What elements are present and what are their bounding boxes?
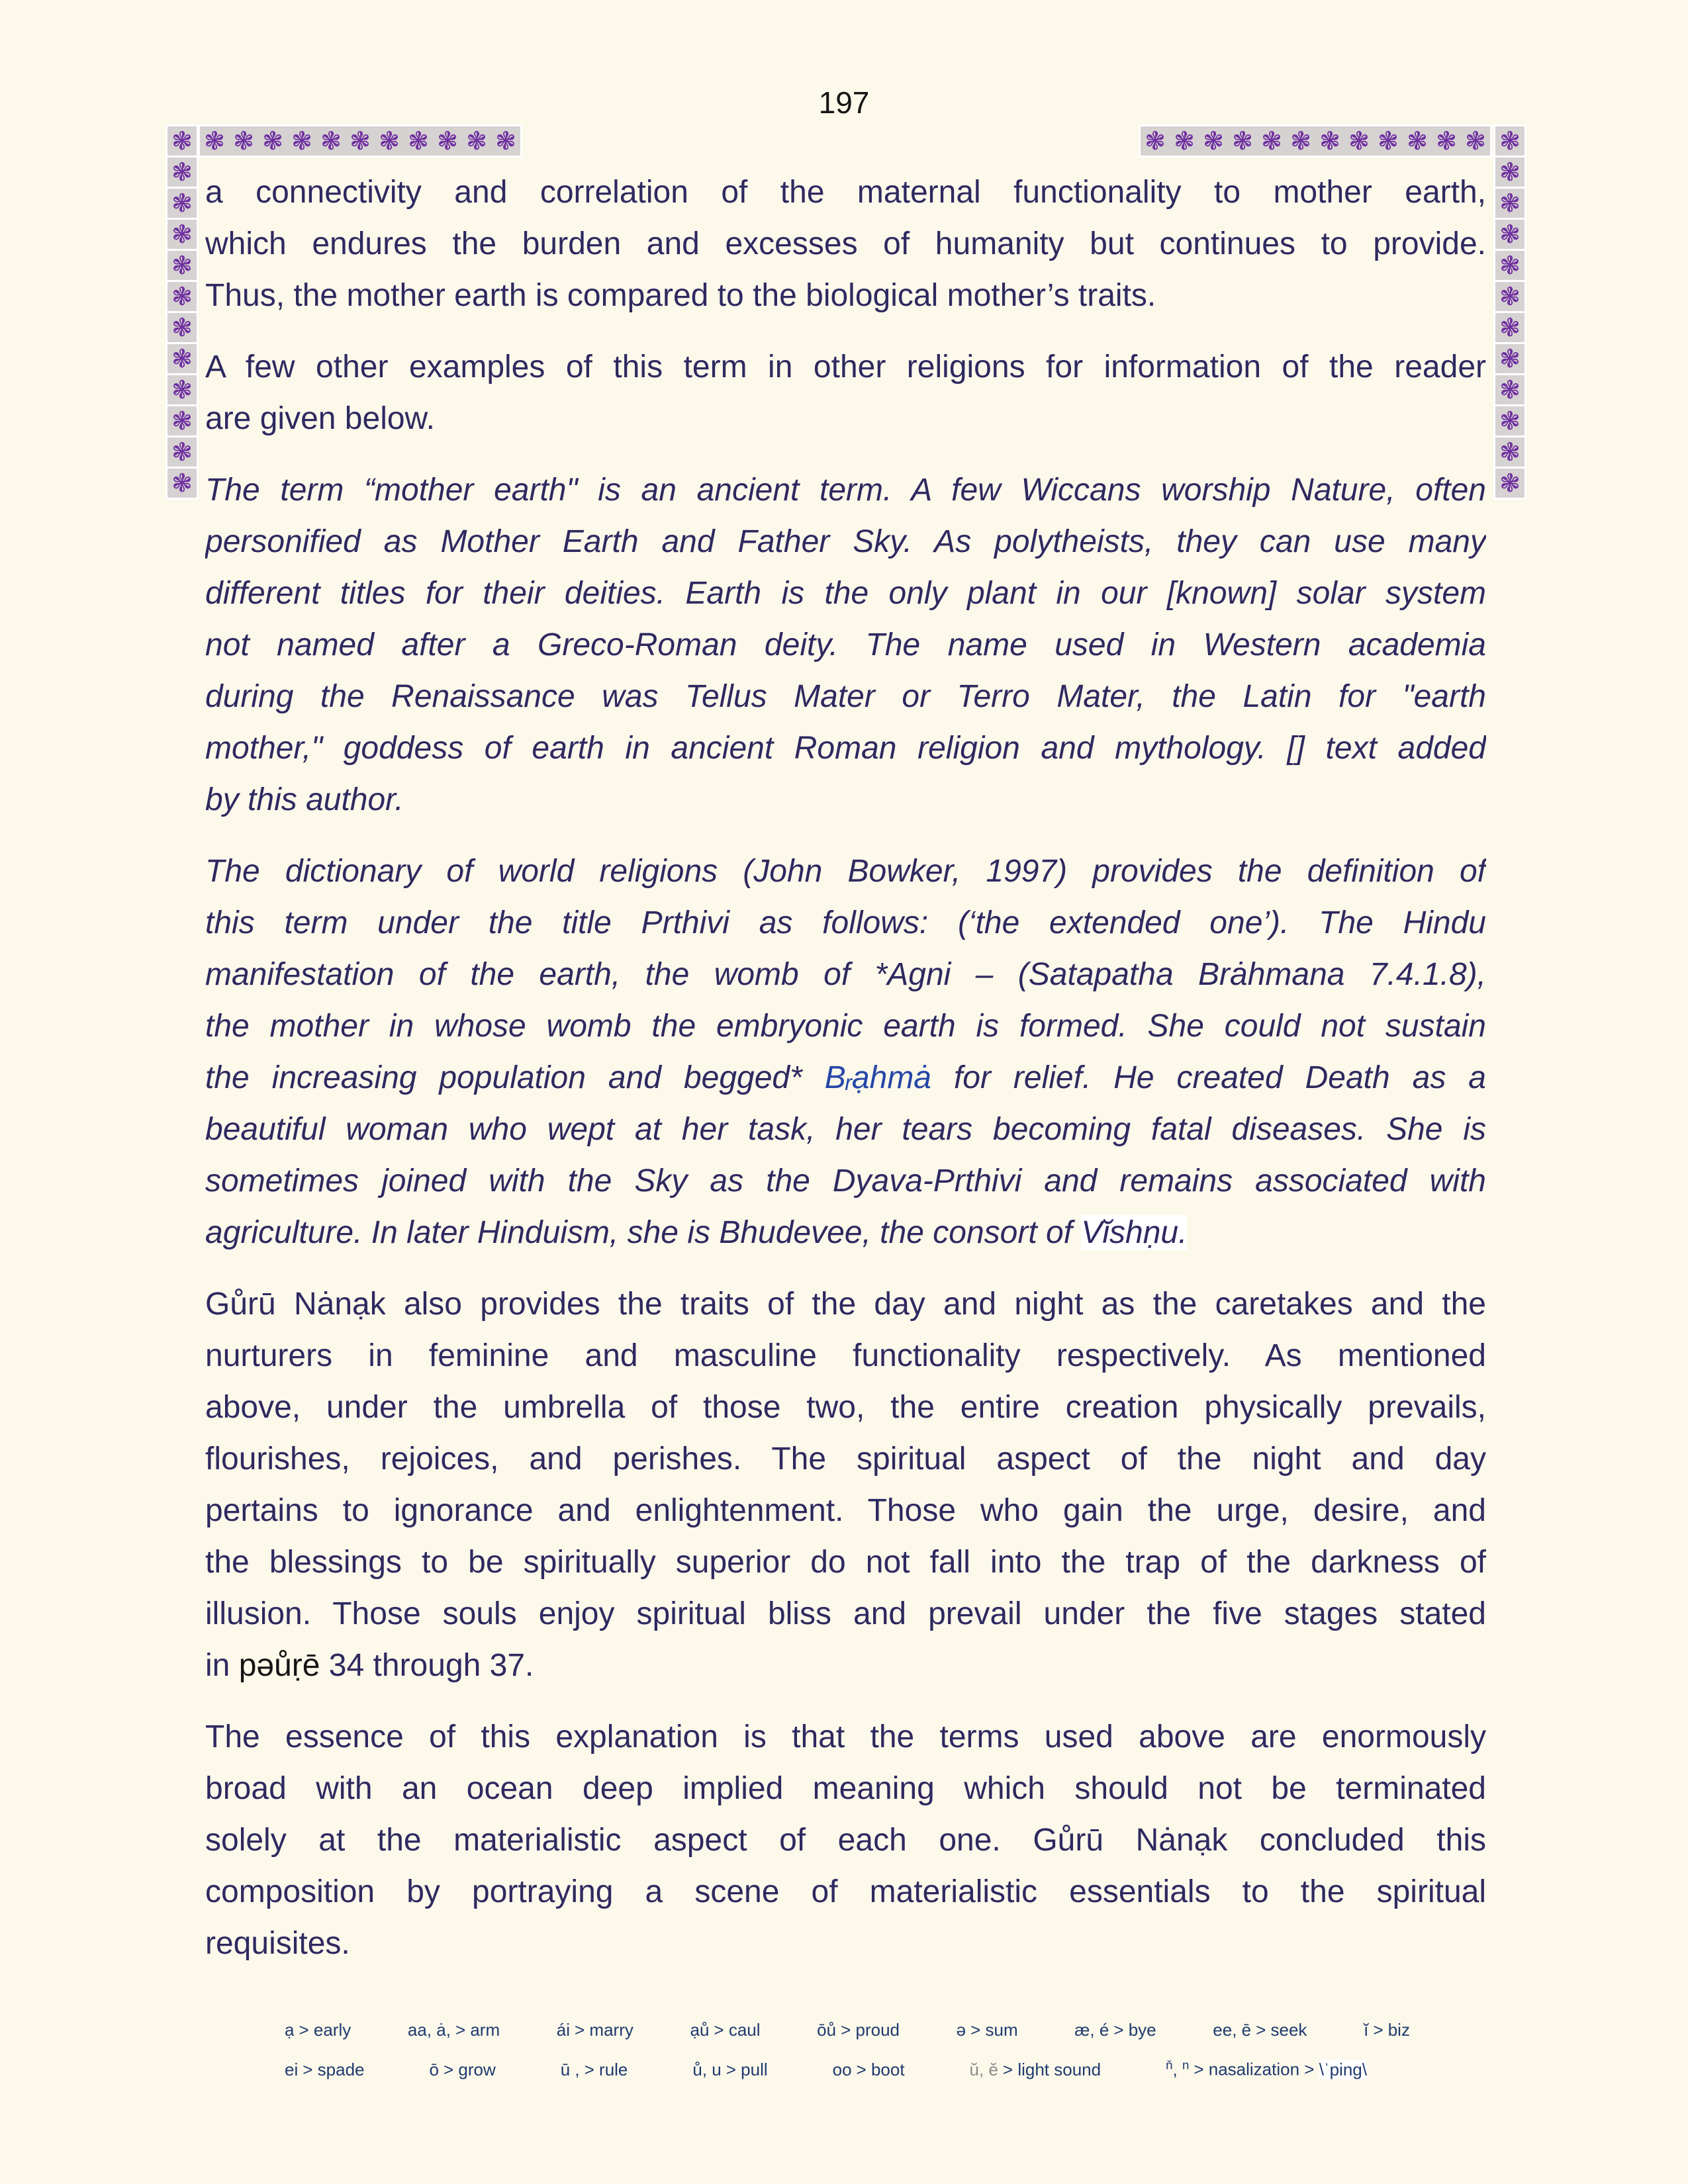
flower-icon: ❃ <box>1374 126 1403 156</box>
flower-icon: ❃ <box>1495 375 1524 404</box>
guide-symbol: ei <box>285 2059 299 2079</box>
text-line: which endures the burden and excesses of humanity but continues to provide. <box>205 226 1486 261</box>
flower-icon: ❃ <box>1495 251 1524 280</box>
paragraph <box>205 1711 1486 1970</box>
pronunciation-guide-row-2 <box>285 2058 1367 2095</box>
guide-definition: > rule <box>584 2059 628 2079</box>
guide-definition: > grow <box>443 2059 496 2079</box>
paragraph <box>205 1279 1486 1692</box>
text-line: Thus, the mother earth is compared to the biological mother’s traits. <box>205 278 1156 313</box>
text-line: illusion. Those souls enjoy spiritual bliss and prevail under the five stages stated <box>205 1596 1486 1631</box>
guide-definition: > nasalization > \ˈping\ <box>1194 2059 1367 2079</box>
flower-icon: ❃ <box>462 126 491 156</box>
text-line: A few other examples of this term in other religions for information of the reader <box>205 349 1486 385</box>
flower-icon: ❃ <box>433 126 462 156</box>
paragraph <box>205 341 1486 445</box>
guide-item <box>285 2020 351 2040</box>
pronunciation-guide <box>285 2020 1410 2095</box>
highlighted-term: Vĭshṇu. <box>1081 1215 1188 1250</box>
flower-icon: ❃ <box>1495 158 1524 187</box>
text-line: a connectivity and correlation of the maternal functionality to mother earth, <box>205 175 1486 210</box>
text-line: mother," goddess of earth in ancient Roman religion and mythology. [] text added <box>205 731 1486 766</box>
guide-item <box>692 2060 767 2080</box>
text-line: the increasing population and begged* Bᵣạhmȧ for relief. He created Death as a <box>205 1060 1486 1095</box>
guide-symbol: $^ň$, $^n$ <box>1166 2058 1190 2079</box>
flower-icon: ❃ <box>167 251 197 280</box>
flower-icon: ❃ <box>167 282 197 311</box>
text-line: not named after a Greco-Roman deity. The name used in Western academia <box>205 627 1486 662</box>
highlighted-term: pəůṛē <box>238 1648 320 1683</box>
flower-icon: ❃ <box>1170 126 1199 156</box>
flower-icon: ❃ <box>167 469 197 498</box>
text-line: are given below. <box>205 401 435 436</box>
highlighted-term: Bᵣạhmȧ <box>824 1060 931 1095</box>
guide-symbol: ō <box>429 2059 439 2079</box>
guide-item <box>1213 2020 1307 2040</box>
body-text <box>205 167 1486 1989</box>
guide-symbol: ạ <box>285 2020 295 2040</box>
flower-icon: ❃ <box>1141 126 1170 156</box>
guide-item <box>1166 2058 1367 2080</box>
text-line: during the Renaissance was Tellus Mater or Terro Mater, the Latin for "earth <box>205 679 1486 714</box>
guide-item <box>408 2020 500 2040</box>
flower-icon: ❃ <box>167 437 197 467</box>
flower-icon: ❃ <box>1199 126 1228 156</box>
paragraph <box>205 846 1486 1259</box>
text-line: different titles for their deities. Earth is the only plant in our [known] solar system <box>205 576 1486 611</box>
guide-item <box>690 2020 761 2040</box>
guide-definition: > seek <box>1256 2020 1307 2040</box>
flower-column <box>1495 126 1524 498</box>
guide-symbol: ŭ, ĕ <box>969 2059 998 2079</box>
flower-icon: ❃ <box>1495 220 1524 249</box>
guide-definition: > marry <box>575 2020 633 2040</box>
guide-definition: > bye <box>1113 2020 1156 2040</box>
flower-icon: ❃ <box>167 344 197 373</box>
text-line: the blessings to be spiritually superior do not fall into the trap of the darkness of <box>205 1545 1486 1580</box>
guide-symbol: ee, ē <box>1213 2020 1252 2040</box>
guide-definition: > sum <box>970 2020 1018 2040</box>
text-line: agriculture. In later Hinduism, she is Bhudevee, the consort of Vĭshṇu. <box>205 1215 1188 1250</box>
flower-icon: ❃ <box>258 126 287 156</box>
flower-icon: ❃ <box>167 313 197 342</box>
flower-icon: ❃ <box>167 189 197 218</box>
text-line: composition by portraying a scene of materialistic essentials to the spiritual <box>205 1874 1486 1909</box>
guide-symbol: ů, u <box>692 2059 722 2079</box>
text-line: the mother in whose womb the embryonic earth is formed. She could not sustain <box>205 1009 1486 1044</box>
text-line: The term “mother earth" is an ancient term. A few Wiccans worship Nature, often <box>205 473 1486 508</box>
text-line: sometimes joined with the Sky as the Dyava-Prthivi and remains associated with <box>205 1163 1486 1199</box>
flower-icon: ❃ <box>200 126 229 156</box>
text-line: requisites. <box>205 1926 350 1961</box>
flower-icon: ❃ <box>167 126 197 156</box>
flower-row <box>200 126 520 156</box>
guide-symbol: aa, ȧ, <box>407 2020 451 2040</box>
guide-symbol: ə <box>956 2020 966 2040</box>
flower-icon: ❃ <box>1286 126 1315 156</box>
guide-item <box>1074 2020 1156 2040</box>
text-line: manifestation of the earth, the womb of *Agni – (Satapatha Brȧhmana 7.4.1.8), <box>205 957 1486 992</box>
ornament-top-left-row <box>198 124 522 158</box>
flower-icon: ❃ <box>1495 344 1524 373</box>
flower-icon: ❃ <box>1461 126 1490 156</box>
guide-definition: > spade <box>303 2059 365 2079</box>
text-line: this term under the title Prthivi as follows: (‘the extended one’). The Hindu <box>205 905 1486 940</box>
flower-icon: ❃ <box>1495 406 1524 435</box>
guide-item <box>817 2020 900 2040</box>
flower-icon: ❃ <box>404 126 433 156</box>
flower-icon: ❃ <box>491 126 520 156</box>
flower-icon: ❃ <box>1257 126 1286 156</box>
guide-item <box>1364 2020 1410 2040</box>
guide-definition: > light sound <box>1002 2059 1102 2079</box>
text-line: by this author. <box>205 782 404 817</box>
guide-item <box>957 2020 1018 2040</box>
ornament-left-column <box>165 124 199 500</box>
text-line: in pəůṛē 34 through 37. <box>205 1648 534 1683</box>
flower-icon: ❃ <box>1495 469 1524 498</box>
flower-icon: ❃ <box>375 126 404 156</box>
text-line: pertains to ignorance and enlightenment. Those who gain the urge, desire, and <box>205 1493 1486 1528</box>
pronunciation-guide-row-1 <box>285 2020 1410 2058</box>
flower-icon: ❃ <box>346 126 375 156</box>
page-number: 197 <box>818 85 870 120</box>
guide-symbol: ōů <box>817 2020 837 2040</box>
guide-item <box>429 2060 495 2080</box>
flower-icon: ❃ <box>316 126 346 156</box>
text-line: broad with an ocean deep implied meaning which should not be terminated <box>205 1771 1486 1806</box>
flower-icon: ❃ <box>1344 126 1374 156</box>
guide-symbol: æ, é <box>1074 2020 1109 2040</box>
guide-definition: > caul <box>714 2020 761 2040</box>
flower-icon: ❃ <box>1495 282 1524 311</box>
flower-icon: ❃ <box>287 126 316 156</box>
paragraph <box>205 465 1486 826</box>
paragraph <box>205 167 1486 322</box>
ornament-right-column <box>1493 124 1526 500</box>
guide-symbol: ái <box>556 2020 571 2040</box>
guide-symbol: ū , <box>560 2059 580 2079</box>
guide-definition: > arm <box>455 2020 500 2040</box>
guide-item <box>970 2060 1102 2080</box>
guide-definition: > early <box>299 2020 352 2040</box>
text-line: Gůrū Nȧnạk also provides the traits of the day and night as the caretakes and the <box>205 1287 1486 1322</box>
guide-symbol: ĭ <box>1364 2020 1369 2040</box>
guide-item <box>561 2060 628 2080</box>
guide-item <box>285 2060 365 2080</box>
highlighted-term: \ˈping\ <box>1319 2059 1367 2079</box>
flower-row <box>1141 126 1490 156</box>
text-line: beautiful woman who wept at her task, her tears becoming fatal diseases. She is <box>205 1112 1486 1147</box>
guide-definition: > pull <box>726 2059 768 2079</box>
text-line: flourishes, rejoices, and perishes. The spiritual aspect of the night and day <box>205 1441 1486 1477</box>
guide-item <box>833 2060 905 2080</box>
flower-icon: ❃ <box>1315 126 1344 156</box>
flower-icon: ❃ <box>1495 313 1524 342</box>
flower-icon: ❃ <box>167 375 197 404</box>
flower-icon: ❃ <box>1495 126 1524 156</box>
guide-item <box>557 2020 633 2040</box>
guide-symbol: ạů <box>690 2020 710 2040</box>
flower-icon: ❃ <box>167 406 197 435</box>
guide-definition: > biz <box>1373 2020 1410 2040</box>
guide-definition: > proud <box>841 2020 900 2040</box>
flower-icon: ❃ <box>1432 126 1461 156</box>
ornament-top-right-row <box>1139 124 1492 158</box>
text-line: personified as Mother Earth and Father Sky. As polytheists, they can use many <box>205 524 1486 559</box>
flower-icon: ❃ <box>229 126 258 156</box>
guide-definition: > boot <box>856 2059 905 2079</box>
text-line: above, under the umbrella of those two, the entire creation physically prevails, <box>205 1390 1486 1425</box>
flower-icon: ❃ <box>167 158 197 187</box>
text-line: The dictionary of world religions (John Bowker, 1997) provides the definition of <box>205 854 1486 889</box>
flower-icon: ❃ <box>1403 126 1432 156</box>
flower-column <box>167 126 197 498</box>
text-line: solely at the materialistic aspect of each one. Gůrū Nȧnạk concluded this <box>205 1823 1486 1858</box>
flower-icon: ❃ <box>1228 126 1257 156</box>
flower-icon: ❃ <box>167 220 197 249</box>
flower-icon: ❃ <box>1495 437 1524 467</box>
text-line: The essence of this explanation is that the terms used above are enormously <box>205 1719 1486 1754</box>
guide-symbol: oo <box>832 2059 852 2079</box>
flower-icon: ❃ <box>1495 189 1524 218</box>
text-line: nurturers in feminine and masculine functionality respectively. As mentioned <box>205 1338 1486 1373</box>
